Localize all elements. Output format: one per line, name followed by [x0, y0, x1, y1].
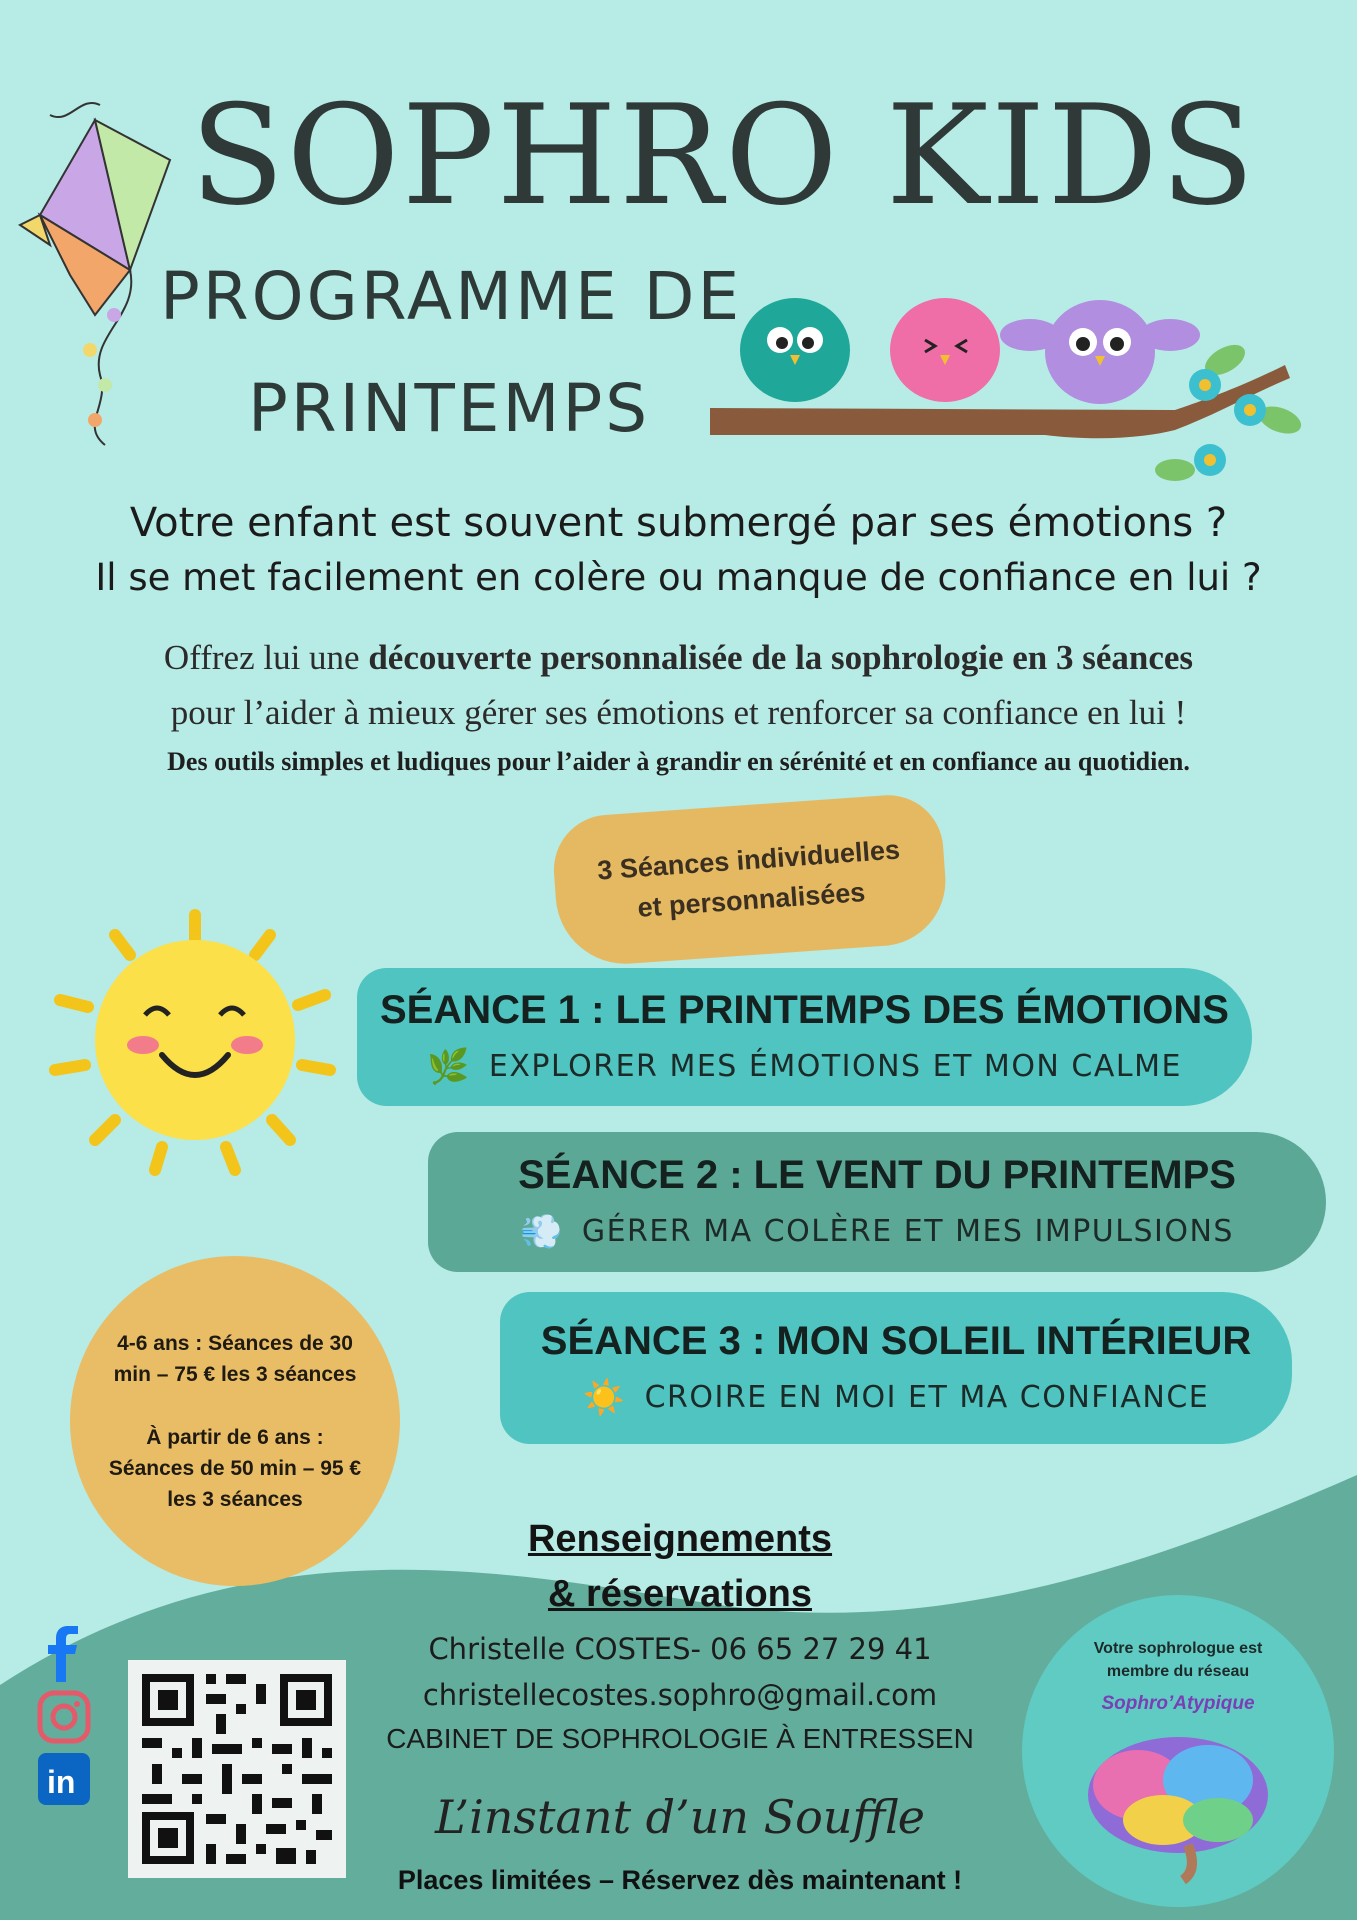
seance-1-subtitle-row: [427, 1047, 1182, 1087]
pricing-line1: 4-6 ans : Séances de 30: [117, 1331, 353, 1355]
seance-2-subtitle-row: [520, 1212, 1234, 1252]
offer-line-1: [0, 638, 1357, 678]
network-line2: membre du réseau: [1106, 1663, 1250, 1680]
network-text: [1022, 1637, 1334, 1683]
svg-text:in: in: [47, 1764, 76, 1800]
sun-icon: ☀️: [582, 1377, 627, 1418]
brain-illustration: [1068, 1725, 1288, 1885]
seance-3-subtitle-row: [583, 1378, 1209, 1418]
seance-2-card: [428, 1132, 1326, 1272]
purple-bird: [1000, 300, 1200, 404]
pricing-line5: les 3 séances: [167, 1487, 303, 1511]
contact-email[interactable]: christellecostes.sophro@gmail.com: [422, 1678, 938, 1712]
seance-2-subtitle: GÉRER MA COLÈRE ET MES IMPULSIONS: [581, 1214, 1234, 1249]
pink-bird: [890, 298, 1000, 402]
seance-1-title: SÉANCE 1 : LE PRINTEMPS DES ÉMOTIONS: [379, 987, 1229, 1032]
subtitle-line1: PROGRAMME DE: [160, 258, 743, 335]
pricing-line2: min – 75 € les 3 séances: [113, 1362, 357, 1386]
signature-logo: L’instant d’un Souffle: [434, 1790, 926, 1844]
seance-1-card: [357, 968, 1252, 1106]
network-line1: Votre sophrologue est: [1093, 1640, 1263, 1657]
qr-code[interactable]: [128, 1660, 346, 1878]
facebook-icon[interactable]: [36, 1626, 92, 1682]
seance-2-title: SÉANCE 2 : LE VENT DU PRINTEMPS: [518, 1152, 1236, 1197]
wind-icon: 💨: [520, 1211, 564, 1252]
sun-illustration: [40, 895, 350, 1185]
birds-branch-illustration: [705, 290, 1315, 500]
contact-heading-1: Renseignements: [527, 1518, 833, 1560]
network-brand: Sophro’Atypique: [1101, 1693, 1255, 1714]
linkedin-icon[interactable]: [36, 1751, 92, 1807]
places-limited-text: Places limitées – Réservez dès maintenant !: [397, 1865, 963, 1895]
green-bird: [740, 298, 850, 402]
offer-line-3: Des outils simples et ludiques pour l’aider à grandir en sérénité et en confiance au quotidien.: [167, 747, 1190, 776]
contact-cabinet: CABINET DE SOPHROLOGIE À ENTRESSEN: [386, 1723, 974, 1754]
offer-prefix: Offrez lui une: [163, 638, 369, 677]
instagram-icon[interactable]: [36, 1689, 92, 1745]
pricing-line4: Séances de 50 min – 95 €: [108, 1456, 362, 1480]
seance-3-subtitle: CROIRE EN MOI ET MA CONFIANCE: [644, 1380, 1210, 1415]
pricing-circle: [70, 1256, 400, 1586]
contact-heading-2: & réservations: [547, 1573, 812, 1615]
leaf-icon: 🌿: [427, 1046, 471, 1087]
intro-question-2: Il se met facilement en colère ou manque de confiance en lui ?: [95, 556, 1262, 599]
badge-line2: et personnalisées: [636, 877, 867, 923]
badge-bubble: [550, 792, 950, 969]
seance-3-title: SÉANCE 3 : MON SOLEIL INTÉRIEUR: [540, 1318, 1252, 1363]
intro-question-1: Votre enfant est souvent submergé par ses émotions ?: [129, 500, 1228, 546]
seance-3-card: [500, 1292, 1292, 1444]
badge-line1: 3 Séances individuelles: [596, 834, 901, 886]
page-title: SOPHRO KIDS: [190, 75, 1257, 236]
offer-line-2: pour l’aider à mieux gérer ses émotions et renforcer sa confiance en lui !: [170, 693, 1187, 732]
pricing-line3: À partir de 6 ans :: [146, 1425, 324, 1449]
offer-bold: découverte personnalisée de la sophrologie en 3 séances: [368, 638, 1194, 677]
subtitle-line2: PRINTEMPS: [248, 370, 651, 447]
seance-1-subtitle: EXPLORER MES ÉMOTIONS ET MON CALME: [488, 1049, 1182, 1084]
network-badge: [1022, 1595, 1334, 1907]
contact-name-phone[interactable]: Christelle COSTES- 06 65 27 29 41: [428, 1632, 932, 1666]
